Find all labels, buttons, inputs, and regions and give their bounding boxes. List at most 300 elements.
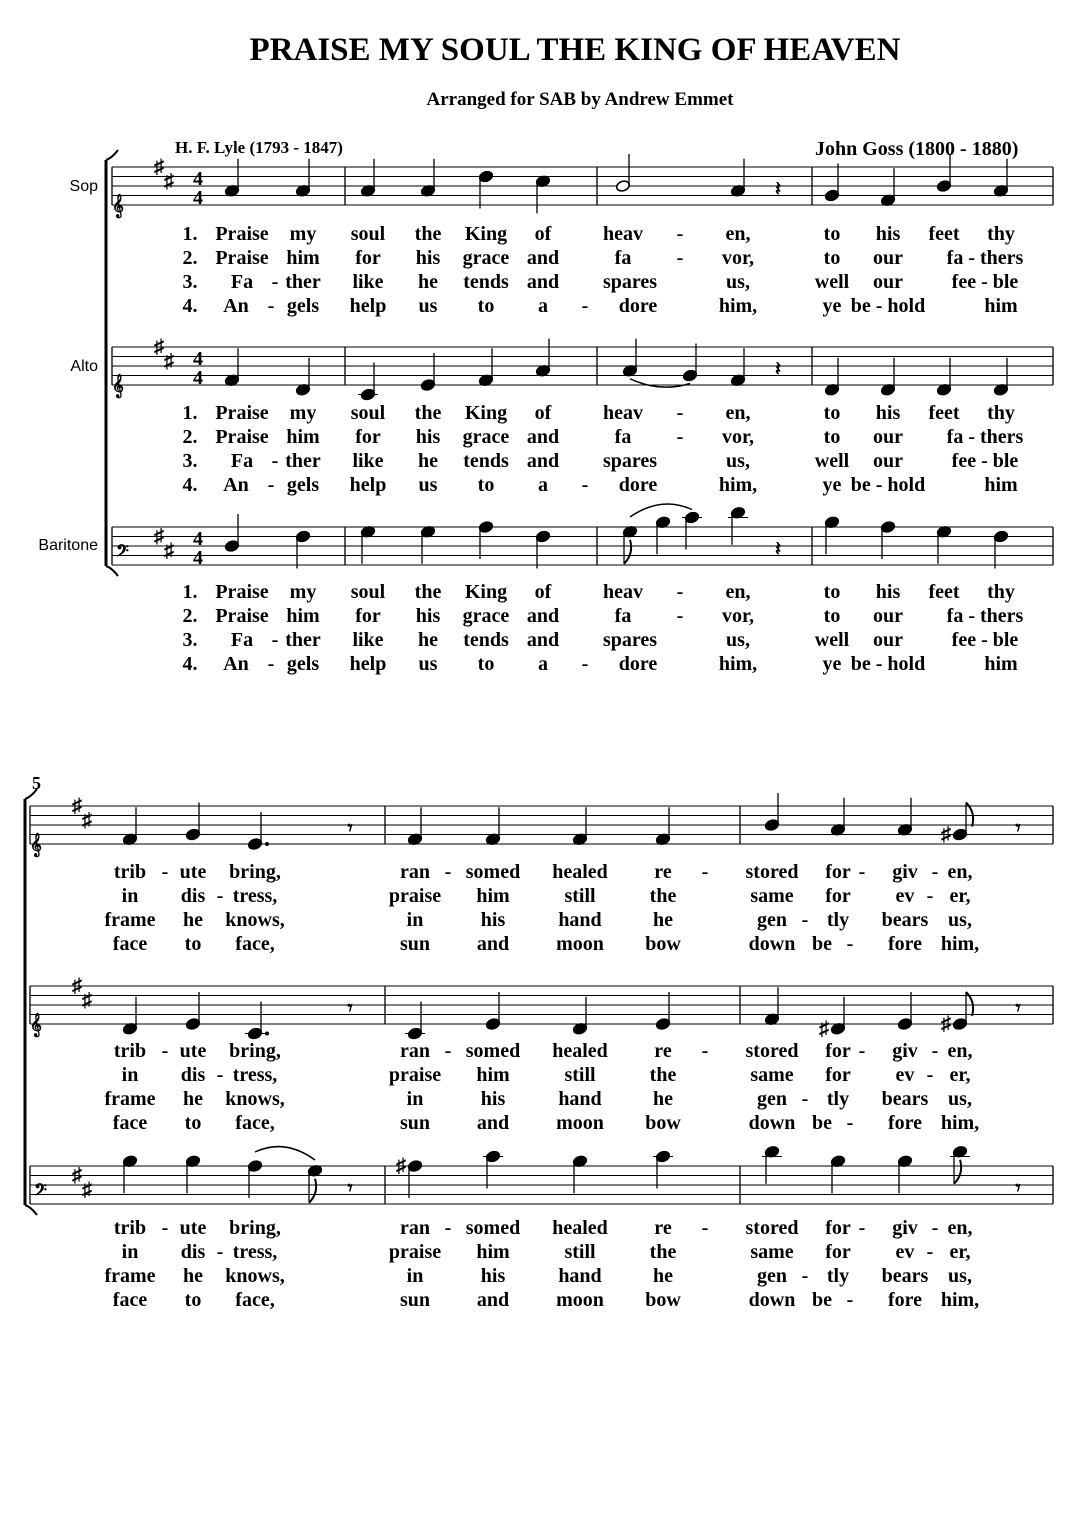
lyric-syllable: same: [750, 1064, 794, 1086]
lyric-syllable: -: [801, 1265, 809, 1287]
lyric-syllable: -: [676, 247, 684, 269]
composer-credit: John Goss (1800 - 1880): [815, 138, 1019, 160]
lyric-syllable: tly: [826, 909, 850, 931]
sharp-icon: ♯: [72, 795, 82, 817]
lyric-syllable: gels: [286, 295, 320, 317]
lyric-syllable: healed: [552, 1217, 608, 1239]
lyric-syllable: knows,: [225, 1088, 285, 1110]
lyric-syllable: us,: [726, 271, 750, 293]
sharp-icon: ♯: [72, 975, 82, 997]
lyric-syllable: same: [750, 885, 794, 907]
lyric-syllable: Fa: [230, 629, 254, 651]
lyric-syllable: he: [653, 1088, 673, 1110]
lyric-syllable: grace: [462, 426, 510, 448]
lyric-syllable: ye: [822, 474, 842, 496]
part-label-alto: Alto: [70, 358, 98, 375]
lyric-syllable: my: [289, 223, 317, 245]
lyric-syllable: re: [654, 1040, 672, 1062]
lyric-syllable: -: [931, 861, 939, 883]
lyric-syllable: tress,: [232, 1064, 278, 1086]
lyric-syllable: for: [355, 426, 381, 448]
eighth-rest-icon: 𝄾: [347, 817, 353, 840]
lyric-syllable: heav: [603, 402, 643, 424]
lyric-syllable: hand: [558, 909, 602, 931]
lyric-syllable: of: [534, 223, 552, 245]
lyric-syllable: for: [355, 247, 381, 269]
lyric-syllable: face,: [235, 933, 275, 955]
lyric-syllable: him,: [718, 474, 758, 496]
lyric-syllable: thy: [987, 402, 1015, 424]
lyric-syllable: vor,: [721, 605, 755, 627]
system-bracket: [25, 1205, 37, 1215]
lyric-syllable: -: [161, 1040, 169, 1062]
lyric-syllable: fee - ble: [951, 450, 1019, 472]
lyric-syllable: ran: [400, 861, 430, 883]
lyric-syllable: ran: [400, 1040, 430, 1062]
lyric-syllable: a: [538, 474, 548, 496]
lyric-syllable: my: [289, 581, 317, 603]
lyric-syllable: he: [653, 909, 673, 931]
lyric-syllable: 3.: [182, 450, 198, 472]
lyric-syllable: him: [984, 474, 1018, 496]
lyric-syllable: gen: [757, 1265, 787, 1287]
lyric-syllable: like: [352, 450, 384, 472]
lyric-syllable: his: [480, 1265, 506, 1287]
lyric-syllable: -: [926, 885, 934, 907]
lyric-syllable: trib: [113, 861, 147, 883]
lyric-syllable: en,: [947, 1217, 973, 1239]
lyric-syllable: and: [526, 247, 560, 269]
system-bracket: [25, 789, 37, 799]
lyric-syllable: fee - ble: [951, 271, 1019, 293]
lyric-syllable: vor,: [721, 247, 755, 269]
lyric-syllable: tends: [463, 629, 509, 651]
time-signature: 4: [193, 168, 203, 190]
lyric-syllable: sun: [399, 933, 431, 955]
lyric-syllable: grace: [462, 247, 510, 269]
lyric-syllable: tress,: [232, 885, 278, 907]
lyric-syllable: for: [825, 861, 851, 883]
lyric-syllable: his: [415, 605, 441, 627]
lyric-syllable: ye: [822, 295, 842, 317]
lyric-syllable: somed: [465, 1217, 521, 1239]
lyric-syllable: him,: [718, 295, 758, 317]
lyric-syllable: us: [418, 295, 438, 317]
sharp-icon: ♯: [154, 156, 164, 178]
lyric-syllable: trib: [113, 1217, 147, 1239]
lyric-syllable: and: [476, 933, 510, 955]
lyric-syllable: his: [480, 1088, 506, 1110]
lyric-syllable: and: [476, 1112, 510, 1134]
lyric-syllable: to: [823, 426, 841, 448]
lyric-syllable: the: [649, 1241, 677, 1263]
lyric-syllable: -: [216, 885, 224, 907]
lyric-syllable: -: [931, 1217, 939, 1239]
eighth-rest-icon: 𝄾: [1015, 1177, 1021, 1200]
lyric-syllable: trib: [113, 1040, 147, 1062]
lyric-syllable: like: [352, 271, 384, 293]
lyric-syllable: healed: [552, 861, 608, 883]
bass-clef-icon: 𝄢: [34, 1181, 47, 1204]
lyric-syllable: us,: [726, 450, 750, 472]
lyric-syllable: -: [216, 1064, 224, 1086]
time-signature: 4: [193, 348, 203, 370]
lyric-syllable: in: [406, 1265, 424, 1287]
lyric-syllable: 4.: [182, 653, 198, 675]
lyric-syllable: him,: [718, 653, 758, 675]
lyric-syllable: he: [653, 1265, 673, 1287]
lyric-syllable: face,: [235, 1112, 275, 1134]
lyric-syllable: to: [823, 247, 841, 269]
lyric-syllable: for: [825, 1217, 851, 1239]
lyric-syllable: he: [418, 629, 438, 651]
lyric-syllable: -: [676, 605, 684, 627]
lyric-syllable: frame: [104, 909, 156, 931]
lyric-syllable: face: [112, 1112, 148, 1134]
lyric-syllable: feet: [928, 402, 960, 424]
lyric-syllable: -: [676, 426, 684, 448]
time-signature: 4: [193, 187, 203, 209]
lyric-syllable: heav: [603, 223, 643, 245]
lyric-syllable: he: [418, 271, 438, 293]
lyric-syllable: 3.: [182, 629, 198, 651]
lyric-syllable: soul: [350, 581, 386, 603]
lyric-syllable: in: [121, 1241, 139, 1263]
sharp-icon: ♯: [82, 809, 92, 832]
lyric-syllable: our: [873, 629, 903, 651]
lyric-syllable: be: [812, 933, 832, 955]
lyric-syllable: er,: [949, 1064, 971, 1086]
lyric-syllable: Praise: [215, 605, 269, 627]
lyric-syllable: 1.: [182, 581, 198, 603]
sharp-icon: ♯: [82, 989, 92, 1012]
lyric-syllable: fore: [887, 1289, 923, 1311]
time-signature: 4: [193, 367, 203, 389]
lyric-syllable: fa: [614, 247, 632, 269]
lyric-syllable: our: [873, 247, 903, 269]
note-flag: [954, 1160, 961, 1184]
lyric-syllable: in: [121, 1064, 139, 1086]
lyric-syllable: him: [476, 1064, 510, 1086]
time-signature: 4: [193, 528, 203, 550]
lyric-syllable: to: [477, 295, 495, 317]
lyric-syllable: gels: [286, 474, 320, 496]
lyric-syllable: him,: [940, 933, 980, 955]
lyric-syllable: 2.: [182, 247, 198, 269]
lyric-syllable: -: [846, 1112, 854, 1134]
lyric-syllable: praise: [388, 1241, 442, 1263]
lyric-syllable: feet: [928, 223, 960, 245]
lyric-syllable: for: [825, 1241, 851, 1263]
quarter-rest-icon: 𝄽: [774, 538, 782, 561]
lyric-syllable: -: [858, 1217, 866, 1239]
bass-clef-icon: 𝄢: [116, 542, 129, 565]
lyric-syllable: ther: [285, 629, 321, 651]
lyric-syllable: to: [477, 653, 495, 675]
lyric-syllable: -: [676, 223, 684, 245]
lyric-syllable: the: [649, 885, 677, 907]
note-flag: [309, 1179, 316, 1203]
lyric-syllable: ye: [822, 653, 842, 675]
lyric-syllable: bears: [881, 1265, 929, 1287]
sharp-icon: ♯: [82, 1178, 92, 1201]
lyric-syllable: gen: [757, 909, 787, 931]
lyric-syllable: him: [286, 605, 320, 627]
lyric-syllable: him,: [940, 1112, 980, 1134]
lyric-syllable: grace: [462, 605, 510, 627]
eighth-rest-icon: 𝄾: [1015, 817, 1021, 840]
lyricist-credit: H. F. Lyle (1793 - 1847): [175, 138, 343, 157]
part-label-baritone: Baritone: [38, 537, 98, 554]
lyric-syllable: Fa: [230, 271, 254, 293]
lyric-syllable: -: [926, 1064, 934, 1086]
lyric-syllable: in: [121, 885, 139, 907]
lyric-syllable: the: [414, 581, 442, 603]
lyric-syllable: to: [184, 1289, 202, 1311]
lyric-syllable: stored: [745, 861, 799, 883]
lyric-syllable: and: [476, 1289, 510, 1311]
lyric-syllable: -: [926, 1241, 934, 1263]
lyric-syllable: him: [286, 247, 320, 269]
lyric-syllable: bring,: [229, 861, 281, 883]
lyric-syllable: fa - thers: [946, 247, 1024, 269]
lyric-syllable: praise: [388, 885, 442, 907]
lyric-syllable: him: [476, 1241, 510, 1263]
lyric-syllable: moon: [556, 1289, 604, 1311]
lyric-syllable: help: [349, 474, 387, 496]
lyric-syllable: gels: [286, 653, 320, 675]
lyric-syllable: for: [825, 1040, 851, 1062]
sharp-icon: ♯: [396, 1155, 406, 1177]
lyric-syllable: fee - ble: [951, 629, 1019, 651]
lyric-syllable: 3.: [182, 271, 198, 293]
lyric-syllable: help: [349, 295, 387, 317]
lyric-syllable: thy: [987, 581, 1015, 603]
lyric-syllable: somed: [465, 1040, 521, 1062]
lyric-syllable: to: [823, 605, 841, 627]
lyric-syllable: dore: [618, 295, 658, 317]
lyric-syllable: Praise: [215, 223, 269, 245]
lyric-syllable: our: [873, 271, 903, 293]
lyric-syllable: -: [858, 861, 866, 883]
lyric-syllable: stored: [745, 1040, 799, 1062]
lyric-syllable: tress,: [232, 1241, 278, 1263]
treble-clef-icon: 𝄞: [30, 834, 42, 856]
lyric-syllable: down: [748, 1289, 796, 1311]
lyric-syllable: er,: [949, 885, 971, 907]
lyric-syllable: ute: [179, 861, 207, 883]
lyric-syllable: en,: [725, 223, 751, 245]
part-label-sop: Sop: [69, 178, 98, 195]
lyric-syllable: fore: [887, 1112, 923, 1134]
lyric-syllable: us: [418, 474, 438, 496]
lyric-syllable: his: [875, 402, 901, 424]
note-dot: [265, 1032, 269, 1036]
lyric-syllable: of: [534, 581, 552, 603]
lyric-syllable: be: [812, 1112, 832, 1134]
lyric-syllable: he: [183, 909, 203, 931]
lyric-syllable: King: [464, 223, 508, 245]
eighth-rest-icon: 𝄾: [347, 997, 353, 1020]
lyric-syllable: hand: [558, 1265, 602, 1287]
lyric-syllable: -: [676, 581, 684, 603]
lyric-syllable: our: [873, 450, 903, 472]
lyric-syllable: for: [355, 605, 381, 627]
lyric-syllable: a: [538, 295, 548, 317]
lyric-syllable: still: [564, 1241, 596, 1263]
lyric-syllable: tends: [463, 271, 509, 293]
lyric-syllable: his: [875, 223, 901, 245]
lyric-syllable: fa - thers: [946, 426, 1024, 448]
lyric-syllable: healed: [552, 1040, 608, 1062]
eighth-rest-icon: 𝄾: [347, 1177, 353, 1200]
lyric-syllable: be - hold: [850, 295, 926, 317]
lyric-syllable: bow: [645, 933, 681, 955]
lyric-syllable: stored: [745, 1217, 799, 1239]
lyric-syllable: gen: [757, 1088, 787, 1110]
lyric-syllable: for: [825, 1064, 851, 1086]
lyric-syllable: ev: [895, 1241, 915, 1263]
lyric-syllable: bow: [645, 1112, 681, 1134]
lyric-syllable: en,: [725, 402, 751, 424]
treble-clef-icon: 𝄞: [112, 375, 124, 397]
sharp-icon: ♯: [941, 823, 951, 846]
lyric-syllable: him: [286, 426, 320, 448]
lyric-syllable: vor,: [721, 426, 755, 448]
lyric-syllable: ute: [179, 1217, 207, 1239]
lyric-syllable: 1.: [182, 223, 198, 245]
lyric-syllable: An: [223, 474, 249, 496]
lyric-syllable: him: [984, 295, 1018, 317]
lyric-syllable: -: [701, 861, 709, 883]
lyric-syllable: us,: [726, 629, 750, 651]
lyric-syllable: dis: [180, 1064, 206, 1086]
page-subtitle: Arranged for SAB by Andrew Emmet: [426, 89, 734, 110]
lyric-syllable: fa: [614, 426, 632, 448]
lyric-syllable: down: [748, 1112, 796, 1134]
lyric-syllable: he: [183, 1265, 203, 1287]
lyric-syllable: us,: [948, 1265, 972, 1287]
lyric-syllable: re: [654, 861, 672, 883]
lyric-syllable: ran: [400, 1217, 430, 1239]
lyric-syllable: be: [812, 1289, 832, 1311]
slur: [630, 504, 692, 517]
lyric-syllable: hand: [558, 1088, 602, 1110]
lyric-syllable: praise: [388, 1064, 442, 1086]
lyric-syllable: giv: [892, 1040, 918, 1062]
lyric-syllable: frame: [104, 1088, 156, 1110]
lyric-syllable: -: [271, 271, 279, 293]
lyric-syllable: well: [814, 271, 850, 293]
lyric-syllable: dis: [180, 885, 206, 907]
lyric-syllable: Praise: [215, 247, 269, 269]
lyric-syllable: soul: [350, 223, 386, 245]
note-flag: [624, 540, 631, 564]
lyric-syllable: he: [418, 450, 438, 472]
lyric-syllable: 2.: [182, 605, 198, 627]
lyric-syllable: giv: [892, 861, 918, 883]
measure-number: 5: [32, 773, 41, 793]
lyric-syllable: for: [825, 885, 851, 907]
lyric-syllable: us,: [948, 909, 972, 931]
lyric-syllable: our: [873, 426, 903, 448]
lyric-syllable: his: [415, 247, 441, 269]
lyric-syllable: spares: [602, 271, 658, 293]
lyric-syllable: An: [223, 653, 249, 675]
lyric-syllable: -: [801, 909, 809, 931]
system-bracket: [106, 566, 118, 576]
lyric-syllable: a: [538, 653, 548, 675]
lyric-syllable: feet: [928, 581, 960, 603]
lyric-syllable: -: [161, 861, 169, 883]
lyric-syllable: re: [654, 1217, 672, 1239]
lyric-syllable: him,: [940, 1289, 980, 1311]
lyric-syllable: 4.: [182, 474, 198, 496]
lyric-syllable: to: [184, 1112, 202, 1134]
lyric-syllable: -: [846, 1289, 854, 1311]
lyric-syllable: King: [464, 402, 508, 424]
lyric-syllable: ther: [285, 271, 321, 293]
lyric-syllable: ute: [179, 1040, 207, 1062]
lyric-syllable: face,: [235, 1289, 275, 1311]
lyric-syllable: moon: [556, 1112, 604, 1134]
lyric-syllable: to: [823, 402, 841, 424]
lyric-syllable: bow: [645, 1289, 681, 1311]
sharp-icon: ♯: [72, 1164, 82, 1187]
lyric-syllable: to: [823, 223, 841, 245]
time-signature: 4: [193, 547, 203, 569]
sharp-icon: ♯: [154, 525, 164, 548]
lyric-syllable: -: [216, 1241, 224, 1263]
lyric-syllable: spares: [602, 450, 658, 472]
lyric-syllable: -: [581, 295, 589, 317]
lyric-syllable: help: [349, 653, 387, 675]
lyric-syllable: dore: [618, 474, 658, 496]
lyric-syllable: fa - thers: [946, 605, 1024, 627]
lyric-syllable: -: [267, 295, 275, 317]
lyric-syllable: knows,: [225, 909, 285, 931]
lyric-syllable: and: [526, 605, 560, 627]
lyric-syllable: -: [581, 474, 589, 496]
page-title: PRAISE MY SOUL THE KING OF HEAVEN: [249, 32, 901, 68]
lyric-syllable: King: [464, 581, 508, 603]
lyric-syllable: my: [289, 402, 317, 424]
sharp-icon: ♯: [941, 1013, 951, 1035]
lyric-syllable: face: [112, 933, 148, 955]
lyric-syllable: -: [161, 1217, 169, 1239]
lyric-syllable: en,: [725, 581, 751, 603]
lyric-syllable: face: [112, 1289, 148, 1311]
lyric-syllable: tends: [463, 450, 509, 472]
slur: [630, 379, 690, 387]
lyric-syllable: his: [480, 909, 506, 931]
lyric-syllable: -: [846, 933, 854, 955]
sharp-icon: ♯: [164, 170, 174, 193]
quarter-rest-icon: 𝄽: [774, 178, 782, 201]
lyric-syllable: -: [858, 1040, 866, 1062]
lyric-syllable: his: [875, 581, 901, 603]
lyric-syllable: -: [267, 653, 275, 675]
lyric-syllable: 2.: [182, 426, 198, 448]
lyric-syllable: er,: [949, 1241, 971, 1263]
lyric-syllable: -: [931, 1040, 939, 1062]
lyric-syllable: sun: [399, 1289, 431, 1311]
lyric-syllable: -: [444, 1040, 452, 1062]
lyric-syllable: -: [271, 629, 279, 651]
lyric-syllable: spares: [602, 629, 658, 651]
lyric-syllable: ev: [895, 885, 915, 907]
lyric-syllable: sun: [399, 1112, 431, 1134]
